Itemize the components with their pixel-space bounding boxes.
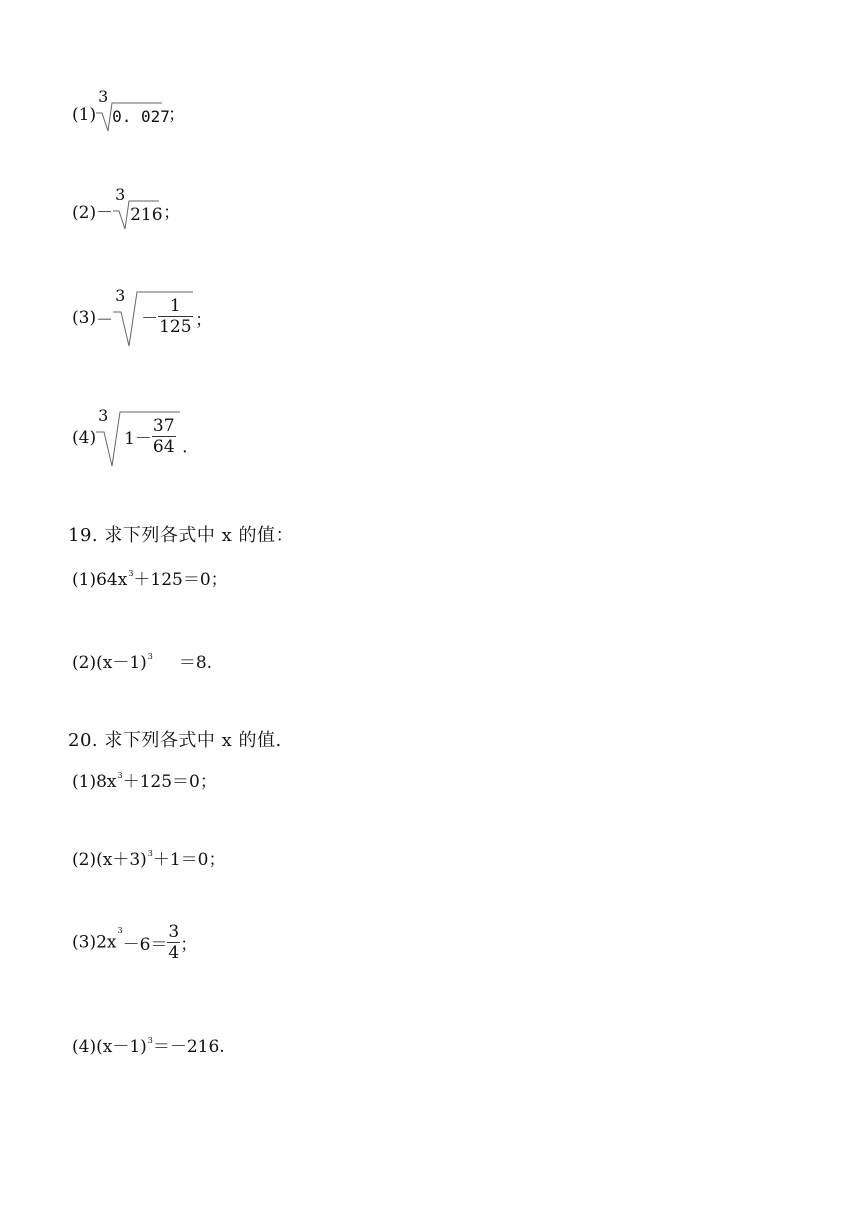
item-label: (1) [72, 570, 97, 590]
cube-root [96, 406, 182, 466]
cube-root [96, 86, 170, 131]
root-item-4 [72, 406, 188, 466]
root-index: 3 [98, 406, 109, 425]
q20-item-1 [72, 767, 217, 792]
numerator: 3 [168, 922, 180, 942]
item-label: (3) [72, 308, 97, 328]
expr-post: ＝8. [178, 653, 213, 673]
radicand [141, 296, 192, 337]
exponent: 3 [147, 1036, 153, 1045]
expr-post: ＋1＝0； [152, 850, 226, 870]
item-label: (1) [72, 105, 97, 125]
root-index: 3 [98, 86, 109, 106]
item-label: (2) [72, 203, 97, 223]
root-index: 3 [115, 184, 126, 204]
q20-item-3 [72, 922, 197, 963]
expr-post: －6＝ [122, 935, 168, 955]
expr-post: ＋125＝0； [133, 570, 228, 590]
item-label: (2) [72, 850, 97, 870]
expr-post: ＝－216. [152, 1037, 225, 1057]
exponent: 3 [147, 652, 153, 661]
q20-item-2 [72, 845, 226, 870]
exponent: 3 [128, 569, 134, 578]
denominator: 125 [159, 317, 192, 337]
root-item-1 [72, 86, 186, 131]
denominator: 64 [152, 437, 175, 457]
question-19-title: 19. 求下列各式中 x 的值： [68, 525, 294, 546]
fraction [158, 296, 192, 337]
end-mark: ； [163, 203, 181, 223]
end-mark: ； [180, 935, 198, 955]
inner-prefix: 1－ [124, 429, 152, 449]
expr-pre: 8x [96, 772, 117, 792]
root-item-3 [72, 286, 213, 346]
question-20-title: 20. 求下列各式中 x 的值. [68, 730, 282, 751]
expr-pre: (x＋3) [96, 850, 147, 870]
end-mark: ； [168, 105, 186, 125]
numerator: 37 [152, 416, 175, 436]
expr-pre: 2x [96, 932, 117, 953]
item-label: (1) [72, 772, 97, 792]
expr-pre: (x－1) [96, 653, 147, 673]
q19-item-2 [72, 648, 212, 673]
end-mark: . [182, 437, 188, 458]
radicand: 216 [130, 204, 163, 225]
item-label: (2) [72, 653, 97, 673]
inner-minus: － [141, 309, 159, 329]
exponent: 3 [117, 926, 123, 935]
end-mark: ； [195, 310, 213, 331]
expr-pre: (x－1) [96, 1037, 147, 1057]
exponent: 3 [117, 771, 123, 780]
q20-item-4 [72, 1032, 225, 1057]
root-index: 3 [115, 286, 126, 305]
expr-pre: 64x [96, 570, 128, 590]
q19-item-1 [72, 565, 228, 590]
item-label: (4) [72, 428, 97, 448]
root-item-2 [72, 184, 181, 229]
numerator: 1 [169, 296, 181, 316]
fraction [152, 416, 176, 457]
item-label: (4) [72, 1037, 97, 1057]
radicand: 0. 027 [112, 106, 170, 126]
exponent: 3 [147, 849, 153, 858]
item-label: (3) [72, 932, 97, 953]
cube-root [113, 184, 163, 229]
cube-root [113, 286, 195, 346]
expr-post: ＋125＝0； [122, 772, 217, 792]
minus-sign: － [96, 310, 114, 331]
fraction [167, 922, 180, 963]
minus-sign: － [96, 203, 114, 223]
denominator: 4 [168, 943, 180, 963]
radicand [124, 416, 175, 457]
